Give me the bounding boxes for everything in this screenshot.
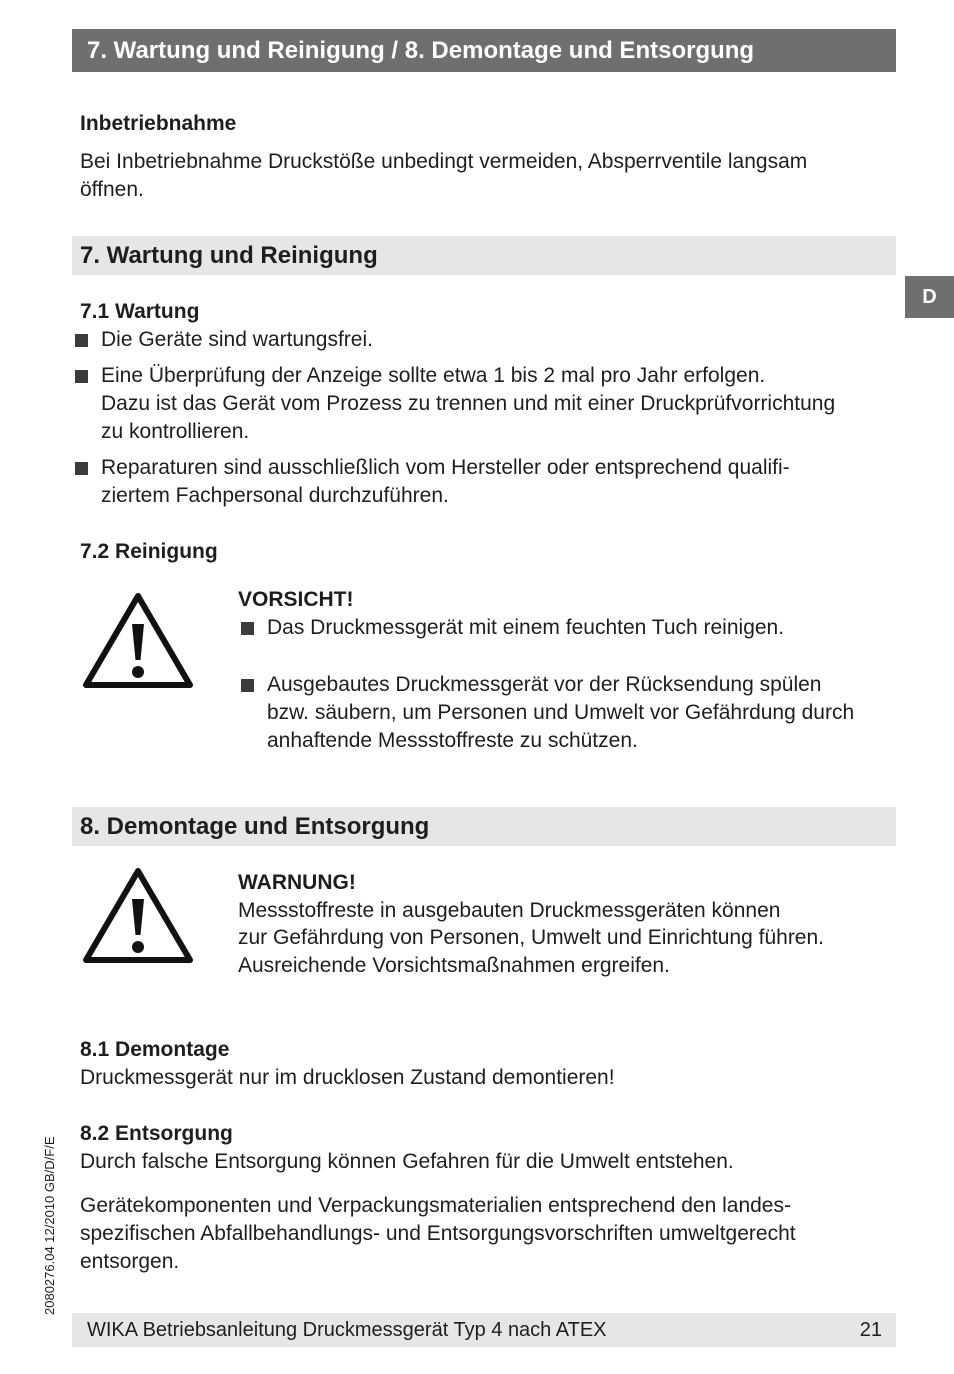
footer-text: WIKA Betriebsanleitung Druckmessgerät Typ 4 nach ATEX — [87, 1319, 607, 1341]
section-8-title: 8. Demontage und Entsorgung — [72, 807, 896, 846]
maintenance-item-1: Die Geräte sind wartungsfrei. — [101, 328, 373, 351]
cleaning-item-2-line-1: Ausgebautes Druckmessgerät vor der Rücksendung spülen — [267, 673, 822, 696]
warning-line-1: Messstoffreste in ausgebauten Druckmessgeräten können — [238, 899, 781, 922]
document-code: 2080276.04 12/2010 GB/D/F/E — [42, 1136, 57, 1315]
bullet-icon — [241, 679, 254, 692]
disposal-line-3: entsorgen. — [80, 1250, 180, 1273]
commissioning-line-2: öffnen. — [80, 178, 144, 201]
warning-triangle-icon — [82, 867, 194, 964]
warning-label: WARNUNG! — [238, 871, 356, 894]
maintenance-item-2-line-1: Eine Überprüfung der Anzeige sollte etwa 1 bis 2 mal pro Jahr erfolgen. — [101, 364, 766, 387]
page-header: 7. Wartung und Reinigung / 8. Demontage und Entsorgung — [72, 29, 896, 72]
disposal-line-2: spezifischen Abfallbehandlungs- und Entsorgungsvorschriften umweltgerecht — [80, 1222, 796, 1245]
bullet-icon — [75, 370, 88, 383]
cleaning-heading: 7.2 Reinigung — [80, 540, 218, 563]
caution-warning-triangle-icon — [82, 592, 194, 689]
section-7-title: 7. Wartung und Reinigung — [72, 236, 896, 275]
maintenance-heading: 7.1 Wartung — [80, 300, 200, 323]
bullet-icon — [75, 334, 88, 347]
maintenance-item-3-line-2: ziertem Fachpersonal durchzuführen. — [101, 484, 449, 507]
page-footer — [72, 1313, 896, 1347]
dismounting-heading: 8.1 Demontage — [80, 1038, 230, 1061]
disposal-text: Durch falsche Entsorgung können Gefahren für die Umwelt entstehen. — [80, 1150, 734, 1173]
page-number: 21 — [859, 1319, 882, 1341]
disposal-line-1: Gerätekomponenten und Verpackungsmaterialien entsprechend den landes- — [80, 1194, 791, 1217]
commissioning-line-1: Bei Inbetriebnahme Druckstöße unbedingt vermeiden, Absperrventile langsam — [80, 150, 808, 173]
warning-line-2: zur Gefährdung von Personen, Umwelt und Einrichtung führen. — [238, 926, 825, 949]
commissioning-heading: Inbetriebnahme — [80, 112, 237, 135]
disposal-heading: 8.2 Entsorgung — [80, 1122, 233, 1145]
cleaning-item-1: Das Druckmessgerät mit einem feuchten Tuch reinigen. — [267, 616, 785, 639]
maintenance-item-3-line-1: Reparaturen sind ausschließlich vom Hersteller oder entsprechend qualifi- — [101, 456, 790, 479]
maintenance-item-2-line-3: zu kontrollieren. — [101, 420, 250, 443]
language-tab: D — [905, 276, 954, 318]
bullet-icon — [75, 462, 88, 475]
warning-line-3: Ausreichende Vorsichtsmaßnahmen ergreifen. — [238, 954, 670, 977]
bullet-icon — [241, 622, 254, 635]
cleaning-item-2-line-2: bzw. säubern, um Personen und Umwelt vor Gefährdung durch — [267, 701, 855, 724]
cleaning-item-2-line-3: anhaftende Messstoffreste zu schützen. — [267, 729, 638, 752]
caution-label: VORSICHT! — [238, 588, 354, 611]
dismounting-text: Druckmessgerät nur im drucklosen Zustand demontieren! — [80, 1066, 615, 1089]
maintenance-item-2-line-2: Dazu ist das Gerät vom Prozess zu trennen und mit einer Druckprüfvorrichtung — [101, 392, 836, 415]
